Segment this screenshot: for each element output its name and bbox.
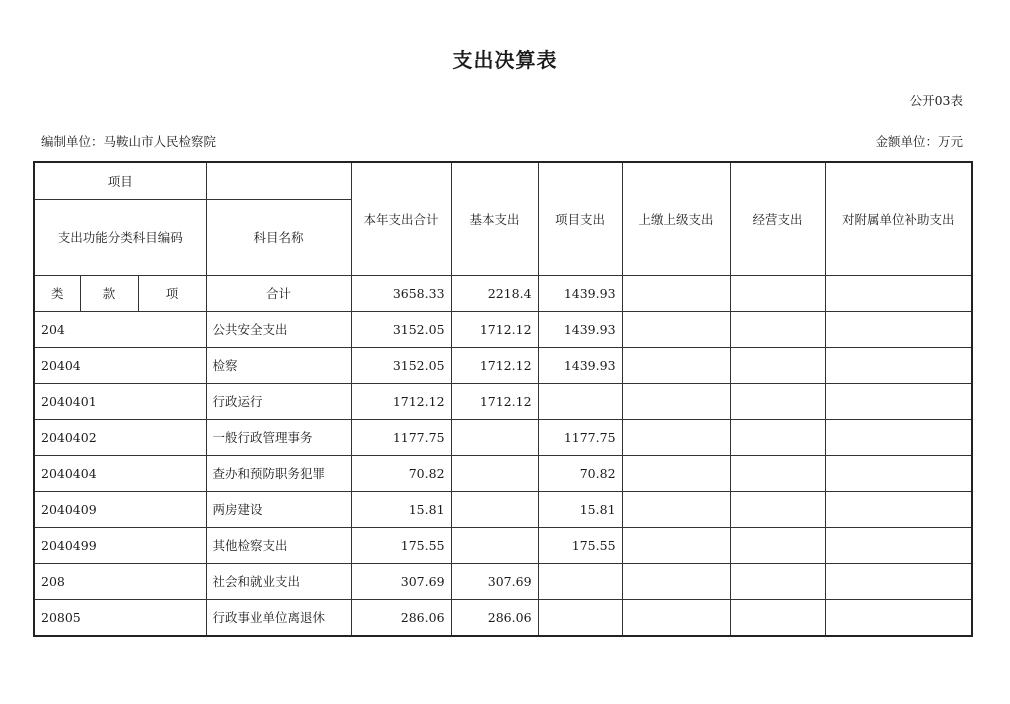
row-project: 1439.93 — [538, 311, 622, 347]
row-project: 70.82 — [538, 455, 622, 491]
row-total: 3152.05 — [351, 347, 451, 383]
row-name: 行政事业单位离退休 — [206, 599, 351, 636]
row-business — [730, 311, 825, 347]
row-project: 1439.93 — [538, 347, 622, 383]
row-project: 15.81 — [538, 491, 622, 527]
row-name: 其他检察支出 — [206, 527, 351, 563]
row-project — [538, 599, 622, 636]
row-name: 公共安全支出 — [206, 311, 351, 347]
row-subsidy — [825, 347, 972, 383]
row-total: 286.06 — [351, 599, 451, 636]
row-code: 2040499 — [34, 527, 206, 563]
row-business — [730, 599, 825, 636]
row-code: 2040409 — [34, 491, 206, 527]
row-basic: 1712.12 — [451, 383, 538, 419]
row-code: 2040401 — [34, 383, 206, 419]
row-subsidy — [825, 455, 972, 491]
row-total: 1712.12 — [351, 383, 451, 419]
table-row — [34, 419, 972, 455]
row-name: 社会和就业支出 — [206, 563, 351, 599]
header-lei: 类 — [34, 275, 80, 311]
summary-project: 1439.93 — [538, 275, 622, 311]
row-name: 行政运行 — [206, 383, 351, 419]
row-upper — [622, 383, 730, 419]
row-business — [730, 383, 825, 419]
table-row — [34, 347, 972, 383]
row-code: 2040402 — [34, 419, 206, 455]
form-number: 公开03表 — [909, 93, 963, 108]
row-upper — [622, 455, 730, 491]
expenditure-table — [33, 161, 973, 637]
header-name: 科目名称 — [206, 199, 351, 275]
row-upper — [622, 419, 730, 455]
row-code: 20805 — [34, 599, 206, 636]
row-business — [730, 347, 825, 383]
amount-unit: 金额单位：万元 — [875, 134, 963, 149]
row-project — [538, 563, 622, 599]
header-item-blank — [206, 162, 351, 199]
row-subsidy — [825, 311, 972, 347]
row-business — [730, 563, 825, 599]
table-row — [34, 599, 972, 636]
row-total: 175.55 — [351, 527, 451, 563]
table-row — [34, 311, 972, 347]
row-subsidy — [825, 383, 972, 419]
row-subsidy — [825, 563, 972, 599]
row-name: 查办和预防职务犯罪 — [206, 455, 351, 491]
row-basic — [451, 419, 538, 455]
summary-total: 3658.33 — [351, 275, 451, 311]
row-upper — [622, 527, 730, 563]
row-code: 208 — [34, 563, 206, 599]
summary-basic: 2218.4 — [451, 275, 538, 311]
row-upper — [622, 491, 730, 527]
row-subsidy — [825, 527, 972, 563]
row-name: 检察 — [206, 347, 351, 383]
row-business — [730, 455, 825, 491]
row-code: 20404 — [34, 347, 206, 383]
row-total: 307.69 — [351, 563, 451, 599]
row-name: 两房建设 — [206, 491, 351, 527]
table-row — [34, 383, 972, 419]
row-basic — [451, 491, 538, 527]
row-code: 204 — [34, 311, 206, 347]
row-business — [730, 527, 825, 563]
row-name: 一般行政管理事务 — [206, 419, 351, 455]
row-project — [538, 383, 622, 419]
table-row — [34, 455, 972, 491]
header-basic: 基本支出 — [451, 162, 538, 275]
row-project: 1177.75 — [538, 419, 622, 455]
row-basic — [451, 527, 538, 563]
row-subsidy — [825, 491, 972, 527]
row-total: 3152.05 — [351, 311, 451, 347]
summary-upper — [622, 275, 730, 311]
header-xiang: 项 — [138, 275, 206, 311]
summary-row — [34, 275, 972, 311]
header-project: 项目支出 — [538, 162, 622, 275]
row-upper — [622, 311, 730, 347]
row-code: 2040404 — [34, 455, 206, 491]
summary-name: 合计 — [206, 275, 351, 311]
header-business: 经营支出 — [730, 162, 825, 275]
row-upper — [622, 347, 730, 383]
header-item: 项目 — [34, 162, 206, 199]
row-subsidy — [825, 599, 972, 636]
table-row — [34, 563, 972, 599]
header-kuan: 款 — [80, 275, 138, 311]
row-total: 15.81 — [351, 491, 451, 527]
row-business — [730, 419, 825, 455]
summary-business — [730, 275, 825, 311]
row-business — [730, 491, 825, 527]
row-total: 70.82 — [351, 455, 451, 491]
table-row — [34, 491, 972, 527]
header-upper: 上缴上级支出 — [622, 162, 730, 275]
row-upper — [622, 599, 730, 636]
header-code: 支出功能分类科目编码 — [34, 199, 206, 275]
compiling-unit: 编制单位：马鞍山市人民检察院 — [41, 134, 217, 149]
row-project: 175.55 — [538, 527, 622, 563]
table-row — [34, 527, 972, 563]
row-upper — [622, 563, 730, 599]
header-total: 本年支出合计 — [351, 162, 451, 275]
row-basic: 1712.12 — [451, 347, 538, 383]
summary-subsidy — [825, 275, 972, 311]
row-total: 1177.75 — [351, 419, 451, 455]
row-basic — [451, 455, 538, 491]
row-basic: 307.69 — [451, 563, 538, 599]
row-basic: 1712.12 — [451, 311, 538, 347]
row-subsidy — [825, 419, 972, 455]
row-basic: 286.06 — [451, 599, 538, 636]
page-title: 支出决算表 — [452, 48, 558, 72]
header-subsidy: 对附属单位补助支出 — [825, 162, 972, 275]
